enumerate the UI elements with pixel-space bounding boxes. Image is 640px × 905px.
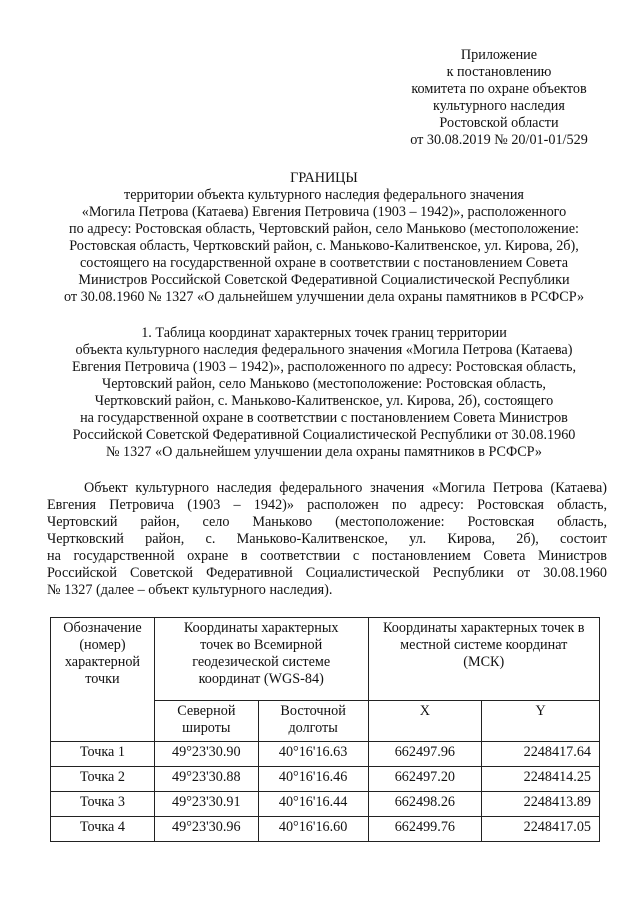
cell-north: 49°23'30.90 <box>154 742 258 767</box>
intro-line: Объект культурного наследия федерального значения «Могила Петрова (Катаева) <box>84 480 607 496</box>
caption-line: Чертовский район, село Маньково (местоположение: Ростовская область, <box>102 376 546 392</box>
cell-y: 2248417.05 <box>482 817 600 842</box>
appendix-line: Приложение <box>460 47 538 63</box>
cell-x: 662497.96 <box>368 742 482 767</box>
cell-y: 2248413.89 <box>482 792 600 817</box>
appendix-line: к постановлению <box>446 64 552 80</box>
header-text: Координаты характерных точек в <box>383 620 585 636</box>
header-text: (номер) <box>79 637 126 653</box>
caption-line: на государственной охране в соответствии с постановлением Совета Министров <box>80 410 568 426</box>
header-text: долготы <box>288 720 338 736</box>
appendix-line: комитета по охране объектов <box>411 81 587 97</box>
table-row <box>51 767 600 792</box>
header-text: Северной <box>177 703 236 719</box>
table-caption <box>28 325 620 461</box>
heading-line: от 30.08.1960 № 1327 «О дальнейшем улучшении дела охраны памятников в РСФСР» <box>63 289 585 305</box>
heading-line: территории объекта культурного наследия федерального значения <box>124 187 524 203</box>
intro-line: № 1327 (далее – объект культурного наследия). <box>47 582 333 598</box>
cell-north: 49°23'30.91 <box>154 792 258 817</box>
subheader-y: Y <box>482 701 600 742</box>
header-text: точки <box>85 671 120 687</box>
subheader-north <box>154 701 258 742</box>
caption-line: Евгения Петровича (1903 – 1942)», расположенного по адресу: Ростовская область, <box>71 359 576 375</box>
subheader-east <box>258 701 368 742</box>
caption-line: объекта культурного наследия федерального значения «Могила Петрова (Катаева) <box>75 342 573 358</box>
heading-line: Министров Российской Советской Федеративной Социалистической Республики <box>78 272 570 288</box>
coordinates-table <box>50 617 600 842</box>
cell-east: 40°16'16.63 <box>258 742 368 767</box>
header-wgs84 <box>154 618 368 701</box>
header-text: широты <box>182 720 231 736</box>
appendix-line: от 30.08.2019 № 20/01-01/529 <box>410 132 588 148</box>
caption-line: 1. Таблица координат характерных точек границ территории <box>141 325 507 341</box>
table-row <box>51 817 600 842</box>
header-text: характерной <box>64 654 141 670</box>
header-text: геодезической системе <box>192 654 331 670</box>
header-text: координат (WGS-84) <box>198 671 324 687</box>
intro-line: Российской Советской Федеративной Социалистической Республики от 30.08.1960 <box>47 565 607 581</box>
document-title: ГРАНИЦЫ <box>290 170 358 186</box>
table-row <box>51 792 600 817</box>
heading-line: по адресу: Ростовская область, Чертовский район, село Маньково (местоположение: <box>69 221 579 237</box>
heading-line: состоящего на государственной охране в соответствии с постановлением Совета <box>79 255 569 271</box>
header-text: местной системе координат <box>400 637 568 653</box>
intro-line: Евгения Петровича (1903 – 1942)» расположен по адресу: Ростовская область, <box>47 497 607 513</box>
appendix-block <box>395 47 603 149</box>
caption-line: Чертковский район, с. Маньково-Калитвенское, ул. Кирова, 2б), состоящего <box>94 393 554 409</box>
document-heading <box>28 170 620 306</box>
cell-point: Точка 3 <box>51 792 155 817</box>
header-point-designation <box>51 618 155 742</box>
cell-point: Точка 1 <box>51 742 155 767</box>
cell-y: 2248417.64 <box>482 742 600 767</box>
subheader-x: X <box>368 701 482 742</box>
caption-line: № 1327 «О дальнейшем улучшении дела охраны памятников в РСФСР» <box>105 444 543 460</box>
cell-x: 662497.20 <box>368 767 482 792</box>
cell-north: 49°23'30.96 <box>154 817 258 842</box>
header-text: точек во Всемирной <box>200 637 323 653</box>
intro-line: Чертовский район, село Маньково (местоположение: Ростовская область, <box>47 514 607 530</box>
cell-y: 2248414.25 <box>482 767 600 792</box>
heading-line: Ростовская область, Чертковский район, с. Маньково-Калитвенское, ул. Кирова, 2б), <box>69 238 579 254</box>
header-text: (МСК) <box>463 654 505 670</box>
cell-east: 40°16'16.60 <box>258 817 368 842</box>
appendix-line: культурного наследия <box>433 98 565 114</box>
cell-point: Точка 4 <box>51 817 155 842</box>
cell-east: 40°16'16.46 <box>258 767 368 792</box>
table-row <box>51 742 600 767</box>
cell-north: 49°23'30.88 <box>154 767 258 792</box>
intro-paragraph <box>47 480 607 599</box>
header-text: Обозначение <box>63 620 142 636</box>
cell-point: Точка 2 <box>51 767 155 792</box>
caption-line: Российской Советской Федеративной Социалистической Республики от 30.08.1960 <box>72 427 576 443</box>
heading-line: «Могила Петрова (Катаева) Евгения Петровича (1903 – 1942)», расположенного <box>81 204 567 220</box>
intro-line: на государственной охране в соответствии с постановлением Совета Министров <box>47 548 607 564</box>
appendix-line: Ростовской области <box>439 115 559 131</box>
header-text: Восточной <box>280 703 346 719</box>
cell-x: 662499.76 <box>368 817 482 842</box>
header-msk <box>368 618 600 701</box>
table-header-row <box>51 618 600 701</box>
cell-x: 662498.26 <box>368 792 482 817</box>
header-text: Координаты характерных <box>183 620 339 636</box>
cell-east: 40°16'16.44 <box>258 792 368 817</box>
intro-line: Чертковский район, с. Маньково-Калитвенское, ул. Кирова, 2б), состоит <box>47 531 607 547</box>
